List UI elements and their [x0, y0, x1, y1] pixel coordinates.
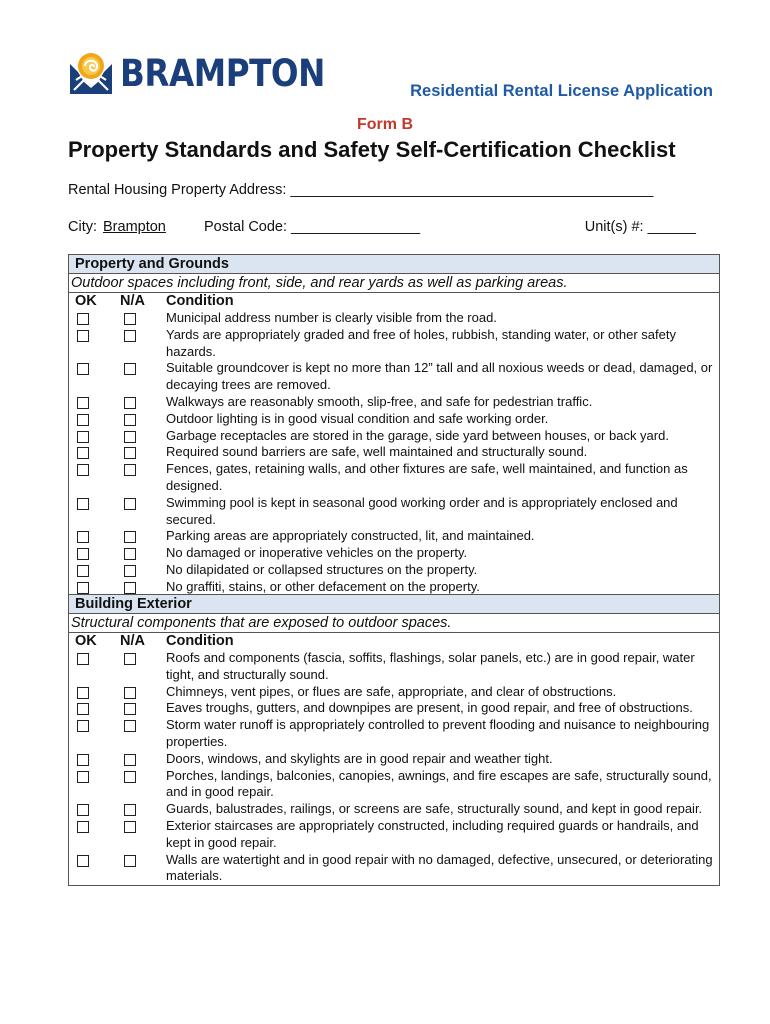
city-postal-row	[68, 219, 696, 237]
condition-text: No dilapidated or collapsed structures on the property.	[166, 561, 478, 577]
na-checkbox[interactable]	[124, 720, 136, 732]
ok-column-header: OK	[75, 633, 97, 649]
city-value: Brampton	[103, 219, 166, 235]
ok-checkbox[interactable]	[77, 464, 89, 476]
ok-checkbox[interactable]	[77, 687, 89, 699]
checklist-item	[69, 650, 719, 684]
condition-text: Outdoor lighting is in good visual condition and safe working order.	[166, 410, 549, 426]
condition-text: Doors, windows, and skylights are in good repair and weather tight.	[166, 750, 553, 766]
column-headers	[69, 293, 719, 310]
checklist-item	[69, 545, 719, 562]
na-column-header: N/A	[120, 633, 145, 649]
condition-text: Yards are appropriately graded and free of holes, rubbish, standing water, or other safety hazards.	[166, 326, 676, 359]
checklist-item	[69, 700, 719, 717]
condition-text: Walls are watertight and in good repair with no damaged, defective, unsecured, or deteriorating materials.	[166, 851, 713, 884]
ok-checkbox[interactable]	[77, 821, 89, 833]
na-checkbox[interactable]	[124, 414, 136, 426]
postal-code-field[interactable]: Postal Code: ________________	[204, 219, 421, 235]
condition-column-header: Condition	[166, 633, 234, 649]
na-checkbox[interactable]	[124, 653, 136, 665]
checklist-item	[69, 444, 719, 461]
condition-text: No graffiti, stains, or other defacement on the property.	[166, 578, 480, 594]
checklist-items	[69, 310, 719, 596]
ok-checkbox[interactable]	[77, 855, 89, 867]
checklist-item	[69, 394, 719, 411]
ok-checkbox[interactable]	[77, 431, 89, 443]
ok-checkbox[interactable]	[77, 548, 89, 560]
checklist-item	[69, 428, 719, 445]
ok-checkbox[interactable]	[77, 754, 89, 766]
application-title: Residential Rental License Application	[410, 82, 713, 100]
units-field[interactable]: Unit(s) #: ______	[584, 219, 696, 235]
condition-text: No damaged or inoperative vehicles on the property.	[166, 545, 468, 561]
city-field[interactable]	[68, 219, 166, 235]
checklist-items	[69, 650, 719, 885]
condition-text: Swimming pool is kept in seasonal good working order and is appropriately enclosed and secured.	[166, 494, 678, 527]
condition-text: Eaves troughs, gutters, and downpipes are present, in good repair, and free of obstructions.	[166, 700, 693, 716]
condition-text: Required sound barriers are safe, well maintained and structurally sound.	[166, 444, 588, 460]
na-checkbox[interactable]	[124, 363, 136, 375]
ok-checkbox[interactable]	[77, 582, 89, 594]
column-headers	[69, 633, 719, 650]
checklist-item	[69, 461, 719, 495]
condition-text: Municipal address number is clearly visible from the road.	[166, 310, 497, 325]
na-checkbox[interactable]	[124, 565, 136, 577]
condition-text: Garbage receptacles are stored in the garage, side yard between houses, or back yard.	[166, 427, 669, 443]
ok-checkbox[interactable]	[77, 313, 89, 325]
na-checkbox[interactable]	[124, 397, 136, 409]
condition-text: Exterior staircases are appropriately constructed, including required guards or handrails, and kept in good repair.	[166, 817, 699, 850]
section-title: Building Exterior	[69, 595, 719, 614]
condition-text: Porches, landings, balconies, canopies, awnings, and fire escapes are safe, structurally sound, and in good repair.	[166, 767, 712, 800]
section-property-grounds	[68, 254, 720, 596]
checklist-item	[69, 684, 719, 701]
condition-text: Chimneys, vent pipes, or flues are safe, appropriate, and clear of obstructions.	[166, 683, 617, 699]
city-label: City:	[68, 219, 97, 235]
checklist-item	[69, 852, 719, 886]
brampton-logo	[68, 50, 353, 96]
condition-column-header: Condition	[166, 293, 234, 309]
ok-checkbox[interactable]	[77, 397, 89, 409]
checklist-item	[69, 495, 719, 529]
page-title: Property Standards and Safety Self-Certification Checklist	[68, 137, 676, 162]
ok-checkbox[interactable]	[77, 720, 89, 732]
na-checkbox[interactable]	[124, 313, 136, 325]
section-title: Property and Grounds	[69, 255, 719, 274]
na-checkbox[interactable]	[124, 531, 136, 543]
checklist-item	[69, 818, 719, 852]
na-checkbox[interactable]	[124, 687, 136, 699]
ok-checkbox[interactable]	[77, 498, 89, 510]
condition-text: Storm water runoff is appropriately controlled to prevent flooding and nuisance to neighbouring properties.	[166, 717, 710, 749]
na-checkbox[interactable]	[124, 431, 136, 443]
checklist-item	[69, 768, 719, 802]
na-checkbox[interactable]	[124, 330, 136, 342]
checklist-item	[69, 562, 719, 579]
condition-text: Parking areas are appropriately constructed, lit, and maintained.	[166, 528, 535, 544]
condition-text: Roofs and components (fascia, soffits, flashings, solar panels, etc.) are in good repair, water tight, and structurally sound.	[166, 650, 695, 682]
ok-checkbox[interactable]	[77, 447, 89, 459]
section-subtitle: Outdoor spaces including front, side, and rear yards as well as parking areas.	[69, 274, 719, 293]
ok-checkbox[interactable]	[77, 414, 89, 426]
na-checkbox[interactable]	[124, 855, 136, 867]
section-subtitle: Structural components that are exposed to outdoor spaces.	[69, 614, 719, 633]
condition-text: Guards, balustrades, railings, or screens are safe, structurally sound, and kept in good repair.	[166, 801, 703, 817]
ok-column-header: OK	[75, 293, 97, 309]
na-checkbox[interactable]	[124, 464, 136, 476]
condition-text: Walkways are reasonably smooth, slip-free, and safe for pedestrian traffic.	[166, 393, 593, 409]
brampton-flower-logo-icon	[68, 50, 114, 96]
na-checkbox[interactable]	[124, 754, 136, 766]
checklist-item	[69, 411, 719, 428]
checklist-item	[69, 717, 719, 751]
checklist-item	[69, 310, 719, 327]
ok-checkbox[interactable]	[77, 804, 89, 816]
na-checkbox[interactable]	[124, 771, 136, 783]
checklist-item	[69, 751, 719, 768]
na-checkbox[interactable]	[124, 804, 136, 816]
checklist-item	[69, 327, 719, 361]
na-checkbox[interactable]	[124, 703, 136, 715]
ok-checkbox[interactable]	[77, 363, 89, 375]
na-checkbox[interactable]	[124, 582, 136, 594]
na-checkbox[interactable]	[124, 498, 136, 510]
checklist-item	[69, 528, 719, 545]
ok-checkbox[interactable]	[77, 703, 89, 715]
condition-text: Suitable groundcover is kept no more than 12” tall and all noxious weeds or dead, damaged, or decaying trees are removed.	[166, 360, 713, 393]
ok-checkbox[interactable]	[77, 330, 89, 342]
na-checkbox[interactable]	[124, 548, 136, 560]
ok-checkbox[interactable]	[77, 531, 89, 543]
ok-checkbox[interactable]	[77, 771, 89, 783]
section-building-exterior	[68, 594, 720, 886]
form-label: Form B	[357, 116, 413, 133]
na-checkbox[interactable]	[124, 447, 136, 459]
ok-checkbox[interactable]	[77, 565, 89, 577]
na-column-header: N/A	[120, 293, 145, 309]
ok-checkbox[interactable]	[77, 653, 89, 665]
checklist-item	[69, 801, 719, 818]
condition-text: Fences, gates, retaining walls, and other fixtures are safe, well maintained, and function as designed.	[166, 461, 688, 493]
na-checkbox[interactable]	[124, 821, 136, 833]
address-field[interactable]: Rental Housing Property Address: _____________________________________________	[68, 182, 654, 198]
checklist-item	[69, 360, 719, 394]
logo-wordmark: BRAMPTON	[120, 51, 325, 95]
